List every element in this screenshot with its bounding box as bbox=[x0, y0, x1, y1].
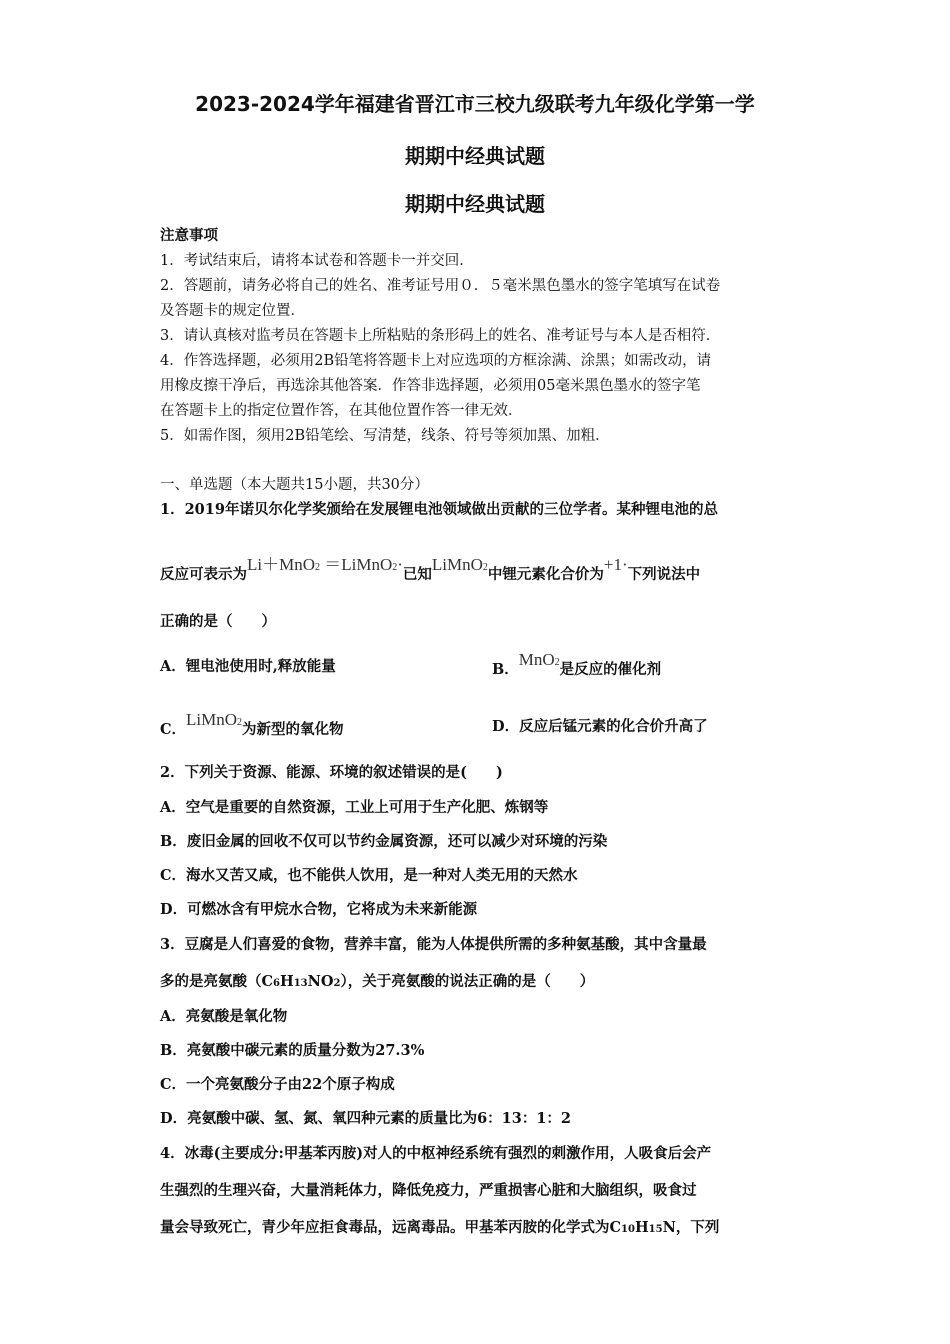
notice-item: 及答题卡的规定位置． bbox=[160, 303, 305, 319]
formula-part: · bbox=[397, 555, 403, 574]
page-title-line-2: 期期中经典试题 bbox=[405, 144, 545, 168]
formula-sub: 2 bbox=[333, 978, 341, 989]
question-1-option-d: D．反应后锰元素的化合价升高了 bbox=[492, 718, 708, 735]
formula-part: ＝LiMnO bbox=[320, 555, 393, 574]
notice-item: 1．考试结束后，请将本试卷和答题卡一并交回． bbox=[160, 253, 474, 269]
section-heading: 一、单选题（本大题共15小题，共30分） bbox=[160, 477, 429, 493]
formula-part: LiMnO bbox=[186, 710, 238, 729]
question-3-option-d: D．亮氨酸中碳、氢、氮、氧四种元素的质量比为6：13：1：2 bbox=[160, 1110, 572, 1127]
notice-item: 4．作答选择题，必须用2B铅笔将答题卡上对应选项的方框涂满、涂黑；如需改动，请 bbox=[160, 353, 712, 369]
question-2-option-b: B．废旧金属的回收不仅可以节约金属资源，还可以减少对环境的污染 bbox=[160, 833, 608, 850]
formula-sub: 2 bbox=[392, 562, 398, 573]
formula-sub: 15 bbox=[648, 1224, 663, 1235]
option-text: 是反应的催化剂 bbox=[559, 661, 662, 678]
formula-part: MnO bbox=[518, 650, 555, 669]
question-3-option-c: C．一个亮氨酸分子由22个原子构成 bbox=[160, 1076, 395, 1093]
formula-sub: 2 bbox=[315, 562, 320, 573]
q3-text: NO bbox=[307, 973, 334, 990]
q1-text: 已知 bbox=[402, 566, 432, 583]
option-formula bbox=[519, 650, 560, 669]
question-1-option-c bbox=[160, 710, 344, 738]
question-1-stem-line-1: 1．2019年诺贝尔化学奖颁给在发展锂电池领域做出贡献的三位学者。某种锂电池的总 bbox=[160, 501, 718, 518]
question-1-option-b bbox=[492, 650, 662, 678]
page-title-line-3: 期期中经典试题 bbox=[405, 192, 545, 216]
q4-text: N，下列 bbox=[662, 1219, 720, 1236]
q4-text: H bbox=[634, 1219, 649, 1236]
notice-item: 用橡皮擦干净后，再选涂其他答案．作答非选择题，必须用05毫米黑色墨水的签字笔 bbox=[160, 378, 701, 394]
question-3-stem-line-2 bbox=[160, 975, 594, 990]
notice-item: 在答题卡上的指定位置作答，在其他位置作答一律无效． bbox=[160, 403, 523, 419]
q1-text: 中锂元素化合价为 bbox=[487, 566, 604, 583]
q1-text: 反应可表示为 bbox=[160, 566, 247, 583]
formula-sub: 10 bbox=[621, 1224, 635, 1235]
question-1-option-a: A．锂电池使用时,释放能量 bbox=[160, 658, 336, 675]
question-3-option-b: B．亮氨酸中碳元素的质量分数为27.3% bbox=[160, 1042, 425, 1059]
formula-sub: 6 bbox=[273, 978, 281, 989]
formula-sub: 2 bbox=[237, 717, 243, 728]
q1-formula-reaction bbox=[247, 555, 403, 574]
question-2-option-c: C．海水又苦又咸，也不能供人饮用，是一种对人类无用的天然水 bbox=[160, 867, 578, 884]
q3-text: 多的是亮氨酸（C bbox=[160, 973, 274, 990]
q1-text: 下列说法中 bbox=[627, 566, 701, 583]
question-1-stem-line-2 bbox=[160, 555, 701, 583]
notice-item: 2．答题前，请务必将自己的姓名、准考证号用０．５毫米黑色墨水的签字笔填写在试卷 bbox=[160, 278, 721, 294]
option-label: B． bbox=[492, 661, 519, 678]
notice-item: 5．如需作图，须用2B铅笔绘、写清楚，线条、符号等须加黑、加粗． bbox=[160, 428, 610, 444]
question-3-option-a: A．亮氨酸是氧化物 bbox=[160, 1008, 288, 1025]
question-2-option-d: D．可燃冰含有甲烷水合物，它将成为未来新能源 bbox=[160, 901, 478, 918]
option-label: C． bbox=[160, 721, 187, 738]
notice-item: 3．请认真核对监考员在答题卡上所粘贴的条形码上的姓名、准考证号与本人是否相符． bbox=[160, 328, 721, 344]
formula-sub: 2 bbox=[482, 562, 488, 573]
q1-formula-limno2 bbox=[432, 555, 488, 574]
question-4-stem-line-2: 生强烈的生理兴奋，大量消耗体力，降低免疫力，严重损害心脏和大脑组织，吸食过 bbox=[160, 1182, 697, 1199]
option-formula bbox=[186, 710, 242, 729]
question-4-stem-line-1: 4．冰毒(主要成分:甲基苯丙胺)对人的中枢神经系统有强烈的刺激作用，人吸食后会产 bbox=[160, 1145, 712, 1162]
page-title-line-1: 2023-2024学年福建省晋江市三校九级联考九年级化学第一学 bbox=[195, 92, 755, 116]
formula-sub: 2 bbox=[554, 657, 560, 668]
formula-part: LiMnO bbox=[431, 555, 483, 574]
q4-text: 量会导致死亡，青少年应拒食毒品，远离毒品。甲基苯丙胺的化学式为C bbox=[160, 1219, 622, 1236]
formula-sub: 13 bbox=[293, 978, 308, 989]
option-text: 为新型的氧化物 bbox=[242, 721, 344, 738]
question-1-stem-line-3: 正确的是（ ） bbox=[160, 613, 276, 630]
q1-formula-valence: +1· bbox=[603, 555, 628, 574]
q3-text: H bbox=[280, 973, 294, 990]
notice-heading: 注意事项 bbox=[160, 227, 218, 244]
question-2-stem: 2．下列关于资源、能源、环境的叙述错误的是( ) bbox=[160, 764, 503, 781]
formula-part: Li＋MnO bbox=[247, 555, 315, 574]
question-4-stem-line-3 bbox=[160, 1221, 719, 1236]
q3-text: ），关于亮氨酸的说法正确的是（ ） bbox=[340, 973, 595, 990]
question-2-option-a: A．空气是重要的自然资源，工业上可用于生产化肥、炼钢等 bbox=[160, 799, 549, 816]
question-3-stem-line-1: 3．豆腐是人们喜爱的食物，营养丰富，能为人体提供所需的多种氨基酸，其中含量最 bbox=[160, 936, 707, 953]
